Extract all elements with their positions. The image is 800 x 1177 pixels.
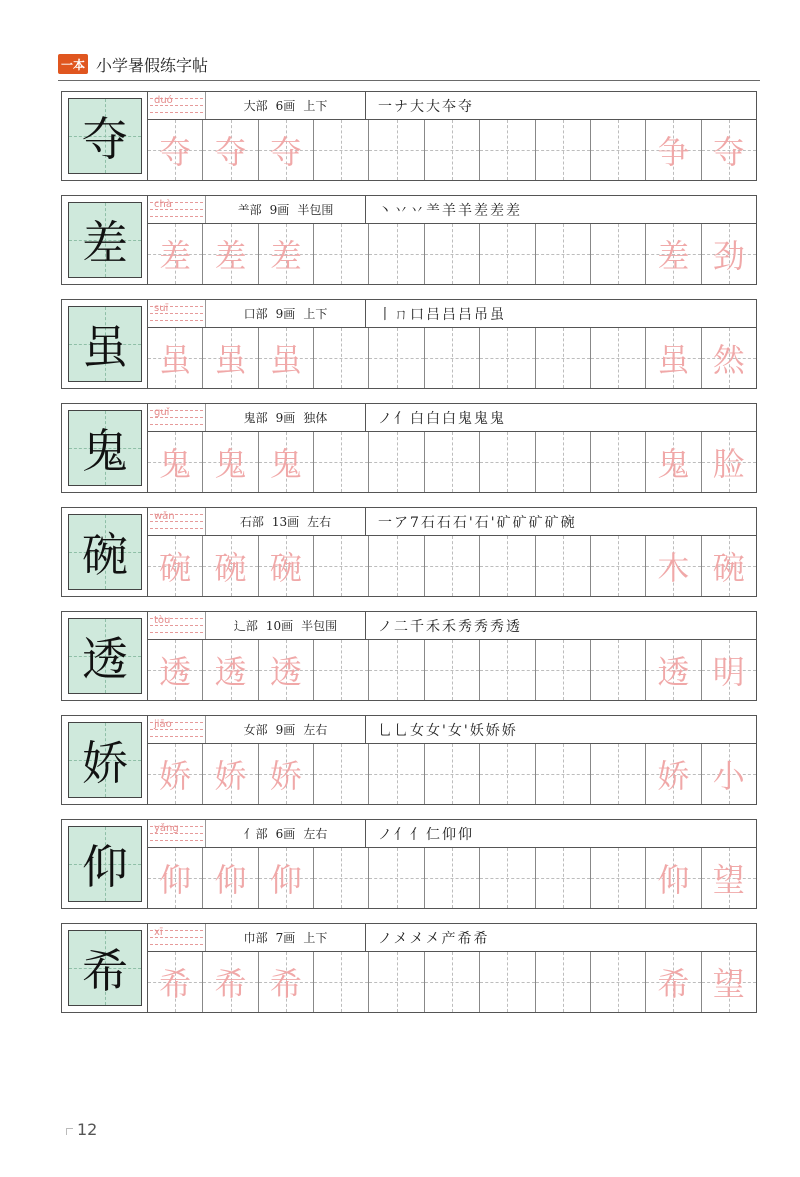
char-info [206,820,366,847]
header-rule [58,80,760,81]
stroke-order: 一ナ大大夲夺 [378,98,474,115]
practice-row [148,536,756,596]
word-char-1: 仰 [657,861,690,899]
practice-cell[interactable] [425,744,480,804]
practice-cell [259,536,314,596]
model-cell [62,508,148,596]
trace-char: 透 [269,653,302,691]
practice-cell[interactable] [369,744,424,804]
practice-cell[interactable] [480,224,535,284]
practice-cell[interactable] [369,848,424,908]
pinyin-text: yǎng [154,823,179,834]
structure: 左右 [307,515,332,529]
practice-cell [203,328,258,388]
trace-char: 透 [214,653,247,691]
practice-cell[interactable] [536,432,591,492]
info-row [148,92,756,120]
model-cell [62,820,148,908]
structure: 左右 [303,723,328,737]
word-char-1: 鬼 [657,445,690,483]
char-block [61,507,757,597]
pinyin-text: xī [154,927,163,938]
pinyin-lines[interactable] [148,924,206,951]
pinyin-text: wǎn [154,511,175,522]
practice-cell[interactable] [369,432,424,492]
model-box [68,826,142,902]
trace-char: 仰 [269,861,302,899]
practice-cell[interactable] [425,328,480,388]
practice-cell[interactable] [369,536,424,596]
practice-cell [646,640,701,700]
word-char-1: 虽 [657,341,690,379]
practice-area [148,196,756,284]
practice-cell [203,848,258,908]
info-row [148,196,756,224]
char-info [206,92,366,119]
model-char: 夺 [82,112,128,166]
practice-cell [259,848,314,908]
practice-cell[interactable] [314,952,369,1012]
practice-cell[interactable] [369,640,424,700]
char-block [61,195,757,285]
practice-row [148,744,756,804]
model-cell [62,300,148,388]
stroke-count: 13画 [271,515,300,529]
practice-cell[interactable] [425,432,480,492]
char-info [206,508,366,535]
practice-cell[interactable] [314,640,369,700]
word-char-2: 碗 [712,549,745,587]
practice-cell [259,744,314,804]
trace-char: 希 [269,965,302,1003]
stroke-count: 6画 [275,99,296,113]
info-row [148,716,756,744]
structure: 半包围 [297,203,334,217]
practice-cell[interactable] [536,536,591,596]
stroke-count: 9画 [275,307,296,321]
radical: 女部 [243,723,268,737]
model-box [68,722,142,798]
trace-char: 夺 [159,133,192,171]
trace-char: 虽 [269,341,302,379]
char-block [61,923,757,1013]
pinyin-lines[interactable] [148,508,206,535]
practice-cell[interactable] [314,848,369,908]
pinyin-lines[interactable] [148,716,206,743]
practice-cell [148,120,203,180]
stroke-order: ノ二千禾禾秀秀秀透 [378,618,522,635]
pinyin-text: guǐ [154,407,170,418]
practice-cell[interactable] [425,536,480,596]
model-char: 虽 [82,320,128,374]
radical: 亻部 [243,827,268,841]
practice-cell [148,640,203,700]
practice-cell [259,432,314,492]
radical: 口部 [243,307,268,321]
practice-cell[interactable] [480,432,535,492]
practice-cell[interactable] [591,120,646,180]
practice-cell [259,224,314,284]
pinyin-lines[interactable] [148,820,206,847]
practice-cell [646,536,701,596]
practice-cell[interactable] [480,744,535,804]
practice-cell [646,328,701,388]
structure: 左右 [303,827,328,841]
model-box [68,306,142,382]
practice-cell[interactable] [480,640,535,700]
practice-cell [259,328,314,388]
practice-cell [702,120,756,180]
word-char-2: 小 [712,757,745,795]
trace-char: 仰 [159,861,192,899]
practice-area [148,300,756,388]
practice-cell[interactable] [480,120,535,180]
info-row [148,508,756,536]
stroke-order: ノ亻白白白鬼鬼鬼 [378,410,506,427]
model-box [68,98,142,174]
model-char: 碗 [82,528,128,582]
trace-char: 希 [214,965,247,1003]
word-char-1: 争 [657,133,690,171]
page-number: 12 [66,1120,97,1139]
info-row [148,404,756,432]
model-char: 透 [82,632,128,686]
model-char: 仰 [82,840,128,894]
practice-cell [702,640,756,700]
practice-cell[interactable] [314,432,369,492]
model-char: 希 [82,944,128,998]
practice-cell [702,536,756,596]
trace-char: 差 [159,237,192,275]
practice-cell [646,432,701,492]
practice-cell [203,744,258,804]
pinyin-lines[interactable] [148,196,206,223]
practice-cell[interactable] [314,224,369,284]
model-cell [62,404,148,492]
word-char-1: 希 [657,965,690,1003]
practice-cell [148,432,203,492]
stroke-count: 9画 [269,203,290,217]
practice-cell [148,848,203,908]
stroke-count: 7画 [275,931,296,945]
trace-char: 娇 [269,757,302,795]
trace-char: 希 [159,965,192,1003]
practice-cell[interactable] [314,120,369,180]
pinyin-lines[interactable] [148,404,206,431]
stroke-order: 丶丷丷⺷羊羊差差差 [378,202,522,219]
practice-cell[interactable] [591,640,646,700]
practice-cell [646,224,701,284]
practice-cell[interactable] [591,536,646,596]
pinyin-lines[interactable] [148,300,206,327]
practice-area [148,92,756,180]
structure: 上下 [303,931,328,945]
practice-cell [646,120,701,180]
practice-cell [203,536,258,596]
trace-char: 碗 [269,549,302,587]
practice-cell [259,120,314,180]
practice-cell [702,952,756,1012]
radical: 巾部 [243,931,268,945]
practice-area [148,508,756,596]
practice-cell[interactable] [314,744,369,804]
pinyin-lines[interactable] [148,612,206,639]
pinyin-text: suī [154,303,169,314]
stroke-count: 9画 [275,723,296,737]
practice-cell[interactable] [314,536,369,596]
practice-cell [203,952,258,1012]
word-char-2: 夺 [712,133,745,171]
practice-cell [203,224,258,284]
word-char-2: 望 [712,861,745,899]
practice-cell[interactable] [369,952,424,1012]
word-char-2: 然 [712,341,745,379]
practice-row [148,328,756,388]
info-row [148,612,756,640]
model-box [68,514,142,590]
trace-char: 透 [159,653,192,691]
radical: 大部 [243,99,268,113]
practice-cell [702,744,756,804]
practice-area [148,716,756,804]
practice-cell[interactable] [536,744,591,804]
practice-cell [259,952,314,1012]
model-box [68,410,142,486]
word-char-2: 望 [712,965,745,1003]
practice-cell[interactable] [425,224,480,284]
practice-cell[interactable] [425,120,480,180]
word-char-2: 明 [712,653,745,691]
practice-cell[interactable] [591,848,646,908]
practice-cell[interactable] [425,640,480,700]
trace-char: 鬼 [214,445,247,483]
info-row [148,300,756,328]
word-char-2: 脸 [712,445,745,483]
practice-cell[interactable] [314,328,369,388]
trace-char: 虽 [159,341,192,379]
stroke-order: 乚乚女女'女'妖娇娇 [378,722,518,739]
radical: 石部 [239,515,264,529]
model-cell [62,924,148,1012]
structure: 独体 [303,411,328,425]
stroke-order: 丨ㄇ口吕吕吕吊虽 [378,306,506,323]
trace-char: 虽 [214,341,247,379]
word-char-1: 娇 [657,757,690,795]
model-char: 差 [82,216,128,270]
model-cell [62,196,148,284]
word-char-2: 劲 [712,237,745,275]
practice-cell [148,952,203,1012]
practice-area [148,924,756,1012]
pinyin-text: tòu [154,615,171,626]
radical: ⺷部 [237,203,262,217]
model-cell [62,612,148,700]
char-info [206,404,366,431]
char-block [61,403,757,493]
practice-row [148,952,756,1012]
practice-area [148,404,756,492]
practice-cell [702,432,756,492]
trace-char: 差 [269,237,302,275]
practice-cell [646,744,701,804]
word-char-1: 木 [657,549,690,587]
practice-cell[interactable] [480,328,535,388]
trace-char: 差 [214,237,247,275]
practice-cell[interactable] [536,224,591,284]
practice-cell[interactable] [536,848,591,908]
trace-char: 鬼 [159,445,192,483]
pinyin-text: chà [154,199,172,210]
practice-cell [259,640,314,700]
stroke-count: 10画 [265,619,294,633]
practice-cell[interactable] [591,952,646,1012]
structure: 半包围 [301,619,338,633]
practice-cell [203,120,258,180]
practice-cell [148,224,203,284]
trace-char: 夺 [269,133,302,171]
stroke-order: ノ亻亻仁仰仰 [378,826,474,843]
stroke-order: 一ア7石石石'石'矿矿矿矿碗 [378,514,577,531]
practice-cell[interactable] [369,328,424,388]
char-block [61,299,757,389]
char-info [206,196,366,223]
trace-char: 仰 [214,861,247,899]
practice-cell[interactable] [425,848,480,908]
practice-cell[interactable] [369,224,424,284]
stroke-count: 6画 [275,827,296,841]
practice-cell [702,328,756,388]
char-info [206,924,366,951]
char-block [61,91,757,181]
practice-area [148,820,756,908]
practice-row [148,432,756,492]
practice-cell[interactable] [536,952,591,1012]
practice-cell[interactable] [480,952,535,1012]
practice-row [148,848,756,908]
practice-cell[interactable] [591,432,646,492]
practice-row [148,120,756,180]
pinyin-text: jiāo [154,719,172,730]
practice-cell [148,536,203,596]
stroke-order: ノメメ㐅产希希 [378,930,490,947]
practice-cell [203,432,258,492]
practice-cell[interactable] [536,120,591,180]
practice-cell [148,328,203,388]
structure: 上下 [303,307,328,321]
practice-cell[interactable] [536,640,591,700]
brand-logo: 一本 [58,54,88,74]
word-char-1: 透 [657,653,690,691]
practice-cell[interactable] [591,744,646,804]
char-block [61,611,757,701]
model-box [68,618,142,694]
practice-row [148,640,756,700]
practice-area [148,612,756,700]
practice-cell[interactable] [591,224,646,284]
practice-cell [702,224,756,284]
practice-row [148,224,756,284]
trace-char: 鬼 [269,445,302,483]
book-title: 小学暑假练字帖 [96,55,209,75]
char-block [61,715,757,805]
stroke-count: 9画 [275,411,296,425]
model-char: 鬼 [82,424,128,478]
practice-cell [646,848,701,908]
practice-cell[interactable] [480,536,535,596]
practice-cell [148,744,203,804]
trace-char: 夺 [214,133,247,171]
char-info [206,300,366,327]
radical: 辶部 [233,619,258,633]
model-char: 娇 [82,736,128,790]
practice-cell[interactable] [480,848,535,908]
model-cell [62,716,148,804]
trace-char: 碗 [214,549,247,587]
trace-char: 娇 [159,757,192,795]
char-info [206,612,366,639]
model-cell [62,92,148,180]
char-info [206,716,366,743]
pinyin-text: duó [154,95,173,106]
practice-cell [203,640,258,700]
radical: 鬼部 [243,411,268,425]
trace-char: 碗 [159,549,192,587]
pinyin-lines[interactable] [148,92,206,119]
practice-cell[interactable] [369,120,424,180]
word-char-1: 差 [657,237,690,275]
info-row [148,820,756,848]
practice-cell [646,952,701,1012]
model-box [68,202,142,278]
model-box [68,930,142,1006]
practice-cell [702,848,756,908]
trace-char: 娇 [214,757,247,795]
char-block [61,819,757,909]
structure: 上下 [303,99,328,113]
info-row [148,924,756,952]
practice-cell[interactable] [425,952,480,1012]
practice-cell[interactable] [536,328,591,388]
practice-cell[interactable] [591,328,646,388]
page-header [58,52,208,76]
